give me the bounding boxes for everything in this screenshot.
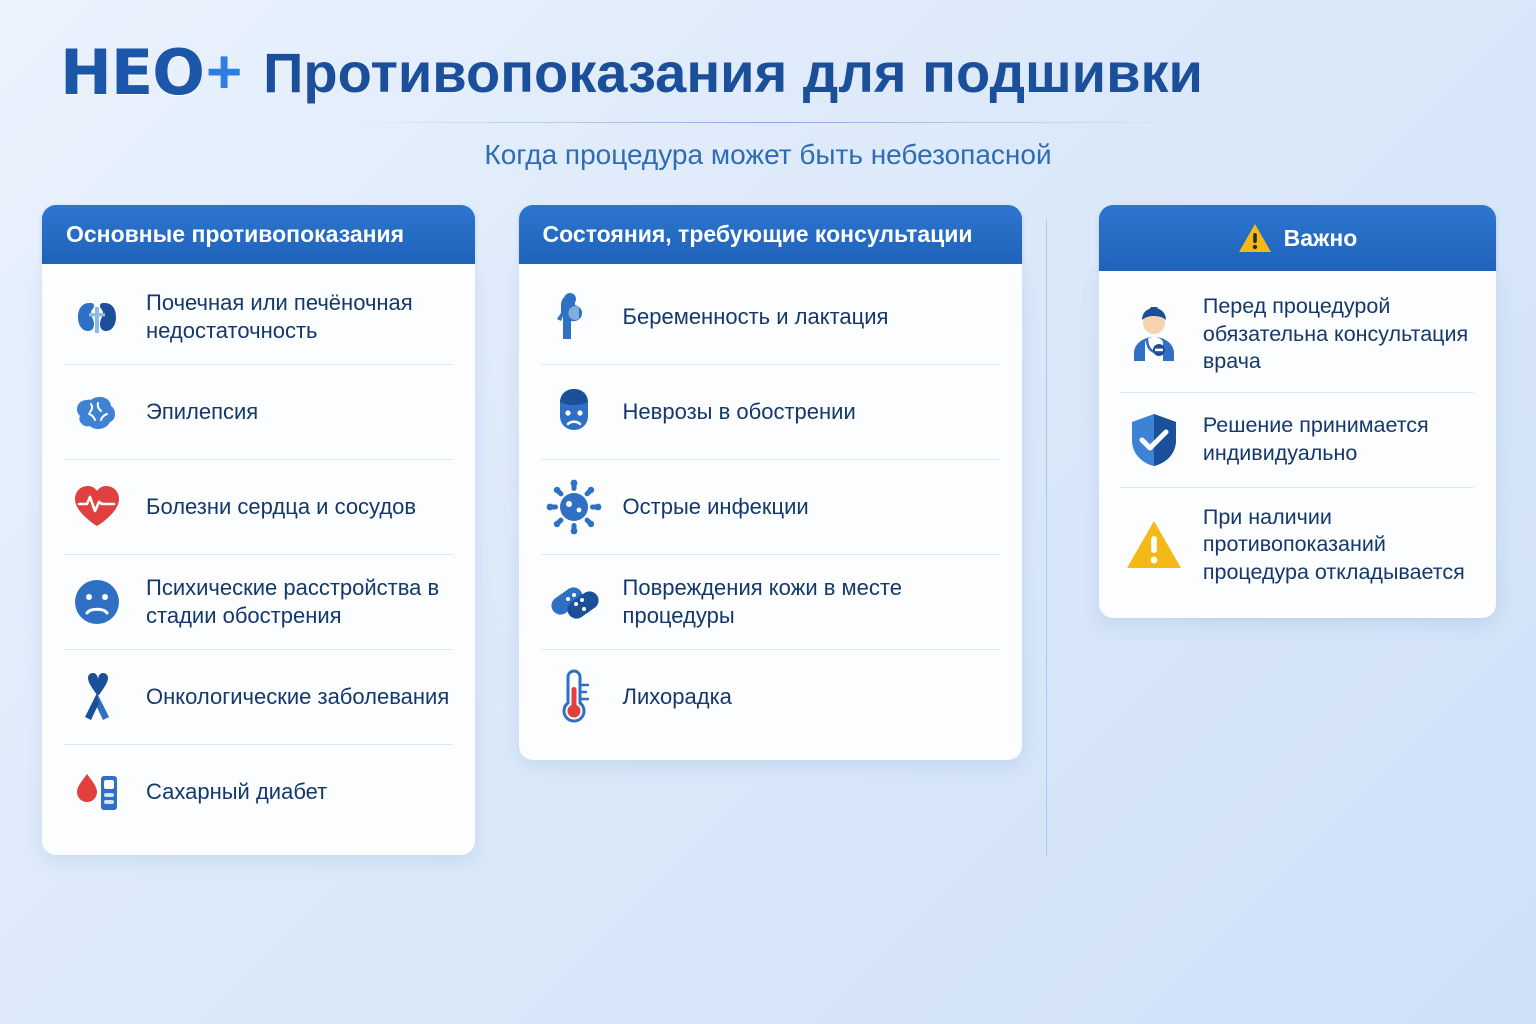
list-item: [64, 270, 453, 365]
list-item-label: Болезни сердца и сосудов: [146, 493, 417, 519]
kidneys-icon: [66, 286, 128, 348]
list-item-label: Эпилепсия: [146, 398, 259, 424]
list-item-label: Повреждения кожи в месте процедуры: [622, 574, 902, 628]
card-title-main: Основные противопоказания: [66, 221, 405, 247]
list-item: [64, 365, 453, 460]
pregnant-woman-icon: [543, 286, 605, 348]
list-item: [64, 460, 453, 555]
awareness-ribbon-icon: [66, 666, 128, 728]
list-item: [64, 650, 453, 745]
brain-icon: [66, 381, 128, 443]
list-item-label: Решение принимается индивидуально: [1202, 413, 1429, 465]
list-item: [541, 460, 1000, 555]
list-item-label: Неврозы в обострении: [622, 398, 856, 424]
brand-logo-plus: +: [205, 38, 242, 107]
header-divider: [348, 122, 1188, 123]
shield-check-icon: [1123, 409, 1185, 471]
list-item: [541, 270, 1000, 365]
card-main-contraindications: [42, 205, 475, 855]
list-item: [1121, 393, 1474, 488]
list-item-label: Психические расстройства в стадии обострения: [146, 574, 440, 628]
card-body-main: [42, 264, 475, 855]
brand-logo-text: HEO: [60, 36, 204, 109]
sad-person-icon: [543, 381, 605, 443]
list-item: [541, 650, 1000, 744]
card-title-important: Важно: [1283, 224, 1358, 251]
doctor-icon: [1123, 303, 1185, 365]
bandage-icon: [543, 571, 605, 633]
card-title-consultation: Состояния, требующие консультации: [542, 221, 973, 247]
list-item: [541, 365, 1000, 460]
list-item-label: Сахарный диабет: [146, 778, 328, 804]
page-title: Противопоказания для подшивки: [263, 40, 1203, 104]
list-item-label: При наличии противопоказаний процедура откладывается: [1202, 504, 1465, 584]
virus-icon: [543, 476, 605, 538]
warning-triangle-icon: [1123, 514, 1185, 576]
list-item-label: Лихорадка: [622, 683, 732, 709]
sad-face-icon: [66, 571, 128, 633]
list-item-label: Беременность и лактация: [622, 303, 889, 329]
card-body-consultation: [519, 264, 1022, 760]
card-body-important: [1099, 271, 1496, 618]
card-header-main: [42, 205, 475, 264]
page-subtitle: Когда процедура может быть небезопасной: [484, 139, 1052, 170]
thermometer-icon: [543, 666, 605, 728]
brand-logo: [60, 36, 242, 109]
title-row: [60, 36, 1476, 109]
list-item: [1121, 488, 1474, 603]
columns-container: [40, 205, 1496, 855]
list-item: [1121, 277, 1474, 393]
list-item: [64, 745, 453, 839]
list-item-label: Почечная или печёночная недостаточность: [146, 289, 413, 343]
page-header: [0, 0, 1536, 171]
card-header-important: [1099, 205, 1496, 271]
card-consultation-required: [519, 205, 1022, 760]
card-header-consultation: [519, 205, 1022, 264]
column-divider: [1046, 219, 1047, 855]
warning-triangle-icon: [1238, 221, 1272, 255]
list-item: [541, 555, 1000, 650]
list-item: [64, 555, 453, 650]
heart-pulse-icon: [66, 476, 128, 538]
list-item-label: Онкологические заболевания: [146, 683, 450, 709]
list-item-label: Перед процедурой обязательна консультация врача: [1202, 294, 1469, 374]
card-important: [1099, 205, 1496, 618]
blood-drop-glucometer-icon: [66, 761, 128, 823]
list-item-label: Острые инфекции: [622, 493, 809, 519]
